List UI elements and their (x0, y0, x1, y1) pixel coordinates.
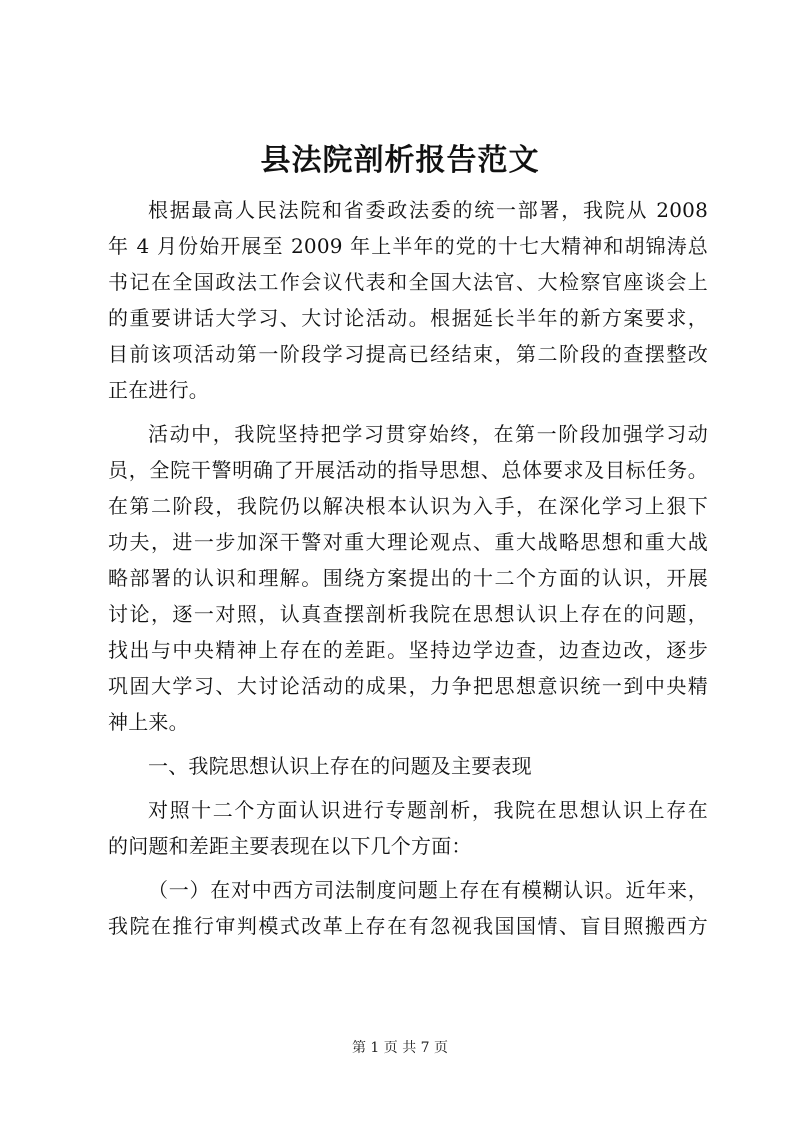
paragraph-line: 我院在推行审判模式改革上存在有忽视我国国情、盲目照搬西方 (108, 914, 708, 938)
paragraph-line: 年 4 月份始开展至 2009 年上半年的党的十七大精神和胡锦涛总 (108, 234, 708, 258)
paragraph-line: 找出与中央精神上存在的差距。坚持边学边查，边查边改，逐步 (108, 638, 708, 662)
paragraph-line: 正在进行。 (108, 378, 209, 402)
paragraph-line: 略部署的认识和理解。围绕方案提出的十二个方面的认识，开展 (108, 566, 708, 590)
paragraph-line: 活动中，我院坚持把学习贯穿始终，在第一阶段加强学习动 (148, 422, 708, 446)
page-footer: 第 1 页 共 7 页 (351, 1040, 449, 1056)
paragraph-line: 员，全院干警明确了开展活动的指导思想、总体要求及目标任务。 (108, 458, 708, 482)
paragraph-line: 对照十二个方面认识进行专题剖析，我院在思想认识上存在 (148, 798, 708, 822)
paragraph-line: 巩固大学习、大讨论活动的成果，力争把思想意识统一到中央精 (108, 674, 708, 698)
paragraph-line: 神上来。 (108, 710, 189, 734)
paragraph-line: 目前该项活动第一阶段学习提高已经结束，第二阶段的查摆整改 (108, 342, 708, 366)
document-body (108, 192, 708, 944)
paragraph-line: 讨论，逐一对照，认真查摆剖析我院在思想认识上存在的问题， (108, 602, 708, 626)
paragraph-line: 书记在全国政法工作会议代表和全国大法官、大检察官座谈会上 (108, 270, 708, 294)
paragraph-line: 在第二阶段，我院仍以解决根本认识为入手，在深化学习上狠下 (108, 494, 708, 518)
paragraph-line: 功夫，进一步加深干警对重大理论观点、重大战略思想和重大战 (108, 530, 708, 554)
paragraph-line: （一）在对中西方司法制度问题上存在有模糊认识。近年来， (148, 878, 708, 902)
section-heading: 一、我院思想认识上存在的问题及主要表现 (148, 754, 532, 778)
paragraph-line: 根据最高人民法院和省委政法委的统一部署，我院从 2008 (148, 198, 708, 222)
document-title: 县法院剖析报告范文 (260, 143, 540, 178)
paragraph-line: 的重要讲话大学习、大讨论活动。根据延长半年的新方案要求， (108, 306, 708, 330)
paragraph-line: 的问题和差距主要表现在以下几个方面： (108, 834, 472, 858)
